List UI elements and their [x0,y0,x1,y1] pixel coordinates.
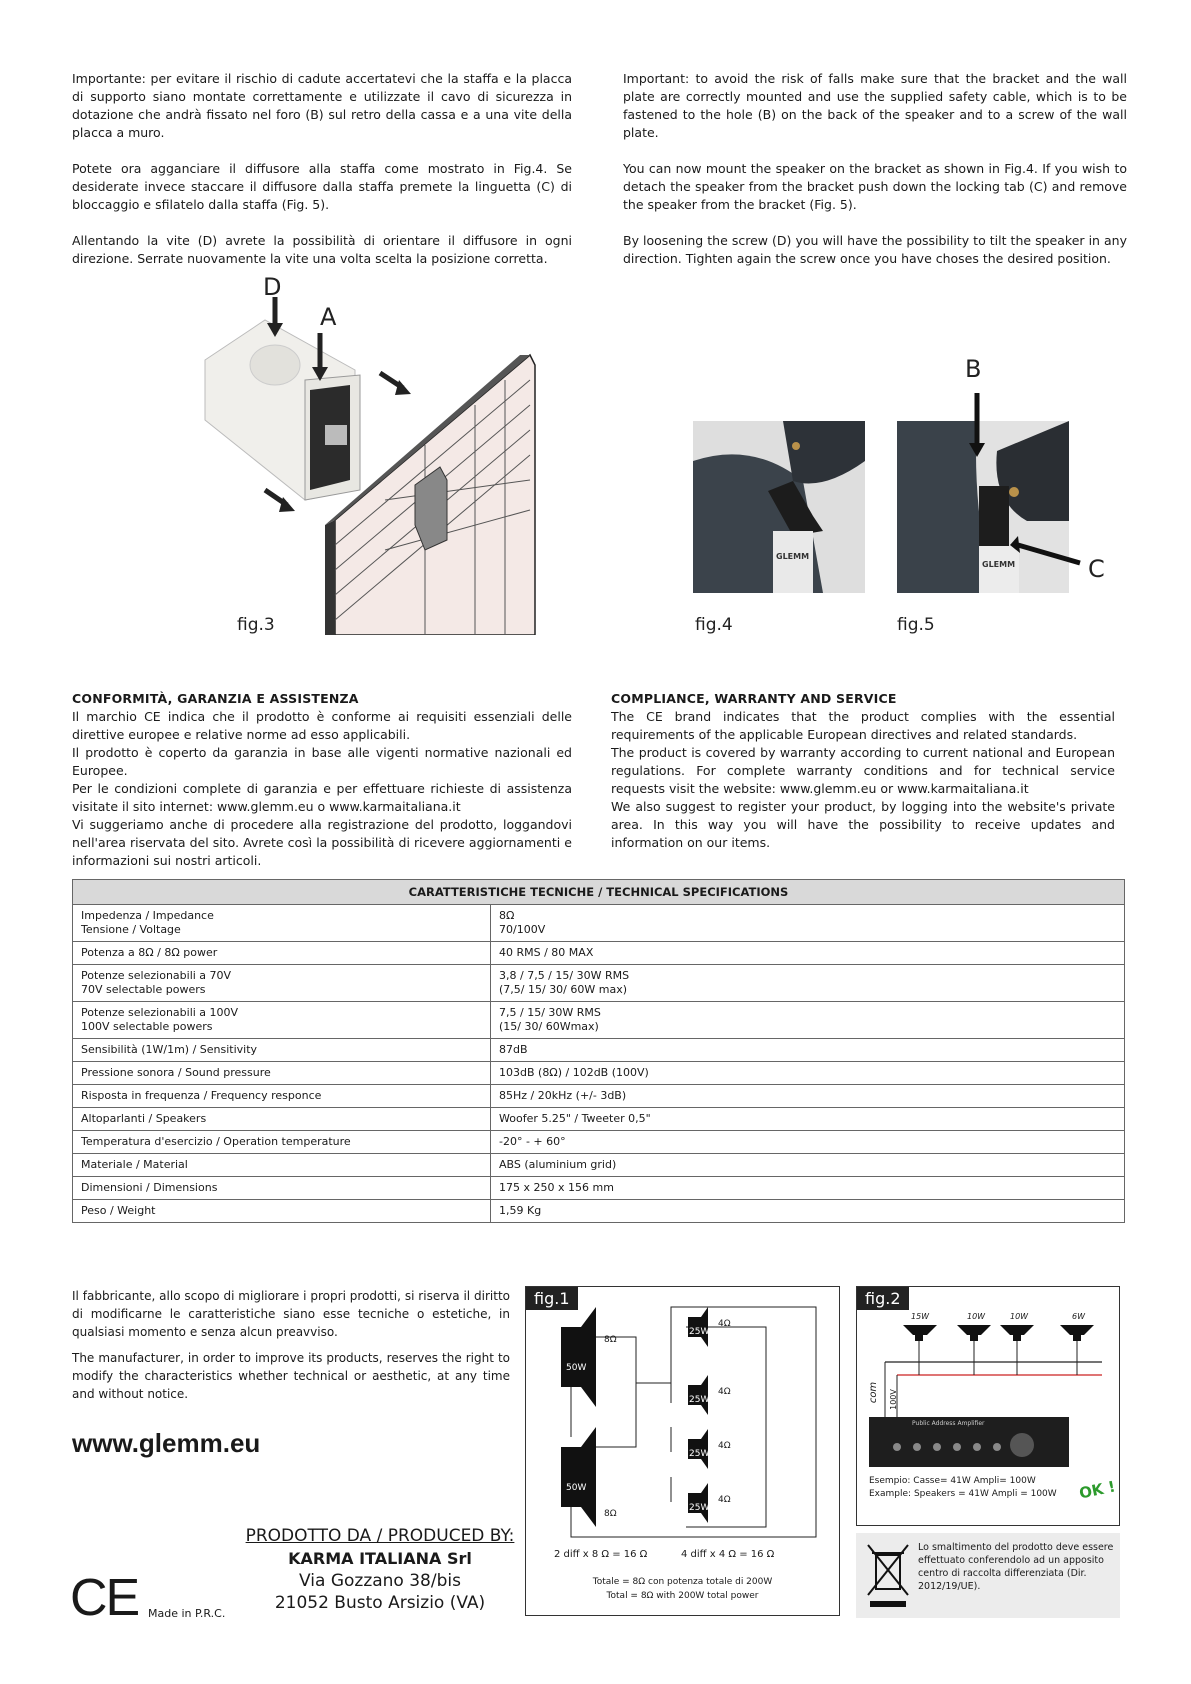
fig2-spk1-power: 15W [911,1312,930,1321]
compliance-it-p4: Vi suggeriamo anche di procedere alla registrazione del prodotto, loggandovi nell'area riservata del sito. Avrete così la possibilità di ricevere aggiornamenti e informazioni sui nostri articoli. [72,817,572,868]
ce-mark: CE [70,1569,139,1627]
spec-value: 85Hz / 20kHz (+/- 3dB) [491,1085,1125,1108]
fig1-woofer2-power: 50W [566,1483,587,1493]
spec-value: 3,8 / 7,5 / 15/ 30W RMS (7,5/ 15/ 30/ 60W max) [491,965,1125,1002]
fig1-woofer2-ohm: 8Ω [604,1509,617,1519]
fig1-spk1-ohm: 4Ω [718,1319,731,1329]
fig2-spk4-power: 6W [1072,1312,1085,1321]
spec-label: Impedenza / Impedance Tensione / Voltage [73,905,491,942]
address-line1: Via Gozzano 38/bis [299,1571,461,1591]
fig4-photo [693,421,865,593]
spec-label: Peso / Weight [73,1200,491,1223]
spec-row [73,905,1125,942]
spec-value: 8Ω 70/100V [491,905,1125,942]
fig2-com-label: com [868,1381,880,1404]
compliance-it-p2: Il prodotto è coperto da garanzia in base alle vigenti normative nazionali ed Europee. [72,745,572,778]
intro-en-p1: Important: to avoid the risk of falls make sure that the bracket and the wall plate are correctly mounted and use the supplied safety cable, which is to be fastened to the hole (B) on the back of the speaker and to a screw of the wall plate. [623,71,1127,140]
spec-label: Risposta in frequenza / Frequency responce [73,1085,491,1108]
spec-table [72,879,1125,1223]
fig1-tag: fig.1 [526,1287,578,1310]
spec-value: 7,5 / 15/ 30W RMS (15/ 30/ 60Wmax) [491,1002,1125,1039]
fig2-ok-badge: OK ! [1077,1477,1117,1503]
intro-it-p1: Importante: per evitare il rischio di cadute accertatevi che la staffa e la placca di supporto siano montate correttamente e utilizzate il cavo di sicurezza in dotazione che andrà fissato nel foro (B) sul retro della cassa e a una vite della placca a muro. [72,71,572,140]
fig2-tag: fig.2 [857,1287,909,1310]
spec-label: Sensibilità (1W/1m) / Sensitivity [73,1039,491,1062]
spec-value: 1,59 Kg [491,1200,1125,1223]
intro-en-p3: By loosening the screw (D) you will have the possibility to tilt the speaker in any direction. Tighten again the screw once you have choses the desired position. [623,233,1127,266]
spec-row [73,1062,1125,1085]
fig1-spk2-power: 25W [689,1395,710,1405]
spec-row [73,1177,1125,1200]
fig1-spk4-power: 25W [689,1503,710,1513]
compliance-it-p3: Per le condizioni complete di garanzia e per effettuare richieste di assistenza visitate il sito internet: www.glemm.eu o www.karmaitaliana.it [72,781,572,814]
fig3-drawing [185,285,605,635]
fig2-spk3-power: 10W [1010,1312,1029,1321]
spec-value: 40 RMS / 80 MAX [491,942,1125,965]
weee-bin-icon [864,1541,914,1611]
intro-it-p2: Potete ora agganciare il diffusore alla staffa come mostrato in Fig.4. Se desiderate invece staccare il diffusore dalla staffa premete la linguetta (C) di bloccaggio e sfilatelo dalla staffa (Fig. 5). [72,161,572,212]
disclaimer [72,1287,510,1403]
intro-english [623,70,1127,286]
fig1-total-en: Total = 8Ω with 200W total power [606,1591,759,1601]
fig2-amplifier-diagram [856,1286,1120,1526]
spec-value: -20° - + 60° [491,1131,1125,1154]
intro-en-p2: You can now mount the speaker on the bracket as shown in Fig.4. If you wish to detach the speaker from the bracket push down the locking tab (C) and remove the speaker from the bracket (Fig. 5). [623,161,1127,212]
fig1-spk3-power: 25W [689,1449,710,1459]
spec-label: Dimensioni / Dimensions [73,1177,491,1200]
label-a: A [320,303,337,331]
disclaimer-it: Il fabbricante, allo scopo di migliorare i propri prodotti, si riserva il diritto di modificarne le caratteristiche siano esse tecniche o estetiche, in qualsiasi momento e senza alcun preavviso. [72,1289,510,1339]
fig1-formula-left: 2 diff x 8 Ω = 16 Ω [554,1549,648,1560]
compliance-italian [72,690,572,870]
label-b: B [965,355,982,383]
fig2-amp-label: Public Address Amplifier [912,1420,985,1427]
producer-block [230,1526,530,1613]
fig1-spk4-ohm: 4Ω [718,1495,731,1505]
spec-label: Materiale / Material [73,1154,491,1177]
compliance-en-title: COMPLIANCE, WARRANTY AND SERVICE [611,691,897,706]
fig1-wiring-diagram [525,1286,840,1616]
compliance-en-p1: The CE brand indicates that the product complies with the essential requirements of the applicable European directives and related standards. [611,709,1115,742]
fig1-formula-right: 4 diff x 4 Ω = 16 Ω [681,1549,775,1560]
spec-row [73,1131,1125,1154]
spec-row [73,1108,1125,1131]
address-line2: 21052 Busto Arsizio (VA) [274,1593,486,1613]
produced-by-label: PRODOTTO DA / PRODUCED BY: [245,1526,515,1546]
spec-label: Altoparlanti / Speakers [73,1108,491,1131]
fig1-drawing [526,1287,841,1617]
fig1-spk1-power: 25W [689,1327,710,1337]
compliance-en-p3: We also suggest to register your product, by logging into the website's private area. In this way you will have the possibility to receive updates and information on our items. [611,799,1115,850]
company-name: KARMA ITALIANA Srl [288,1549,472,1568]
spec-table-wrapper [72,879,1125,1223]
fig2-100v-label: 100V [888,1389,898,1410]
fig5-brand: GLEMM [982,560,1016,569]
label-c: C [1088,555,1105,583]
spec-value: 103dB (8Ω) / 102dB (100V) [491,1062,1125,1085]
intro-it-p3: Allentando la vite (D) avrete la possibilità di orientare il diffusore in ogni direzione. Serrate nuovamente la vite una volta scelta la posizione corretta. [72,233,572,266]
spec-row [73,942,1125,965]
spec-row [73,965,1125,1002]
spec-label: Temperatura d'esercizio / Operation temperature [73,1131,491,1154]
spec-row [73,1039,1125,1062]
spec-row [73,1002,1125,1039]
compliance-english [611,690,1115,852]
fig2-example-it: Esempio: Casse= 41W Ampli= 100W [869,1476,1036,1486]
fig5-label: fig.5 [897,615,935,635]
made-in: Made in P.R.C. [148,1607,226,1620]
compliance-it-title: CONFORMITÀ, GARANZIA E ASSISTENZA [72,691,359,706]
compliance-it-p1: Il marchio CE indica che il prodotto è conforme ai requisiti essenziali delle direttive europee e relative norme ad esso applicabili. [72,709,572,742]
fig1-spk3-ohm: 4Ω [718,1441,731,1451]
spec-label: Potenza a 8Ω / 8Ω power [73,942,491,965]
spec-value: 87dB [491,1039,1125,1062]
fig1-spk2-ohm: 4Ω [718,1387,731,1397]
spec-row [73,1154,1125,1177]
fig1-woofer1-ohm: 8Ω [604,1335,617,1345]
spec-label: Potenze selezionabili a 70V 70V selectable powers [73,965,491,1002]
spec-label: Potenze selezionabili a 100V 100V selectable powers [73,1002,491,1039]
fig1-totals [526,1575,839,1603]
disclaimer-en: The manufacturer, in order to improve its products, reserves the right to modify the characteristics whether technical or aesthetic, at any time and without notice. [72,1351,510,1401]
fig4-drawing [693,421,865,593]
fig2-spk2-power: 10W [967,1312,986,1321]
spec-label: Pressione sonora / Sound pressure [73,1062,491,1085]
spec-row [73,1085,1125,1108]
label-d: D [263,273,282,301]
spec-table-title: CARATTERISTICHE TECNICHE / TECHNICAL SPECIFICATIONS [73,880,1125,905]
fig1-total-it: Totale = 8Ω con potenza totale di 200W [592,1577,773,1587]
weee-text: Lo smaltimento del prodotto deve essere effettuato conferendolo ad un apposito centro di raccolta differenziata (Dir. 2012/19/UE). [918,1542,1114,1592]
spec-value: 175 x 250 x 156 mm [491,1177,1125,1200]
fig2-example-en: Example: Speakers = 41W Ampli = 100W [869,1489,1057,1499]
fig3-illustration [185,273,605,635]
fig4-label: fig.4 [695,615,733,635]
fig3-label: fig.3 [237,615,275,635]
spec-row [73,1200,1125,1223]
compliance-en-p2: The product is covered by warranty according to current national and European regulations. For complete warranty conditions and for technical service requests visit the website: www.glemm.eu or www.karmaitaliana.it [611,745,1115,796]
website-link[interactable]: www.glemm.eu [72,1428,261,1458]
fig1-woofer1-power: 50W [566,1363,587,1373]
intro-italian [72,70,572,286]
spec-value: Woofer 5.25" / Tweeter 0,5" [491,1108,1125,1131]
fig2-examples [869,1475,1057,1501]
weee-block [856,1533,1120,1618]
fig4-brand: GLEMM [776,552,810,561]
spec-value: ABS (aluminium grid) [491,1154,1125,1177]
